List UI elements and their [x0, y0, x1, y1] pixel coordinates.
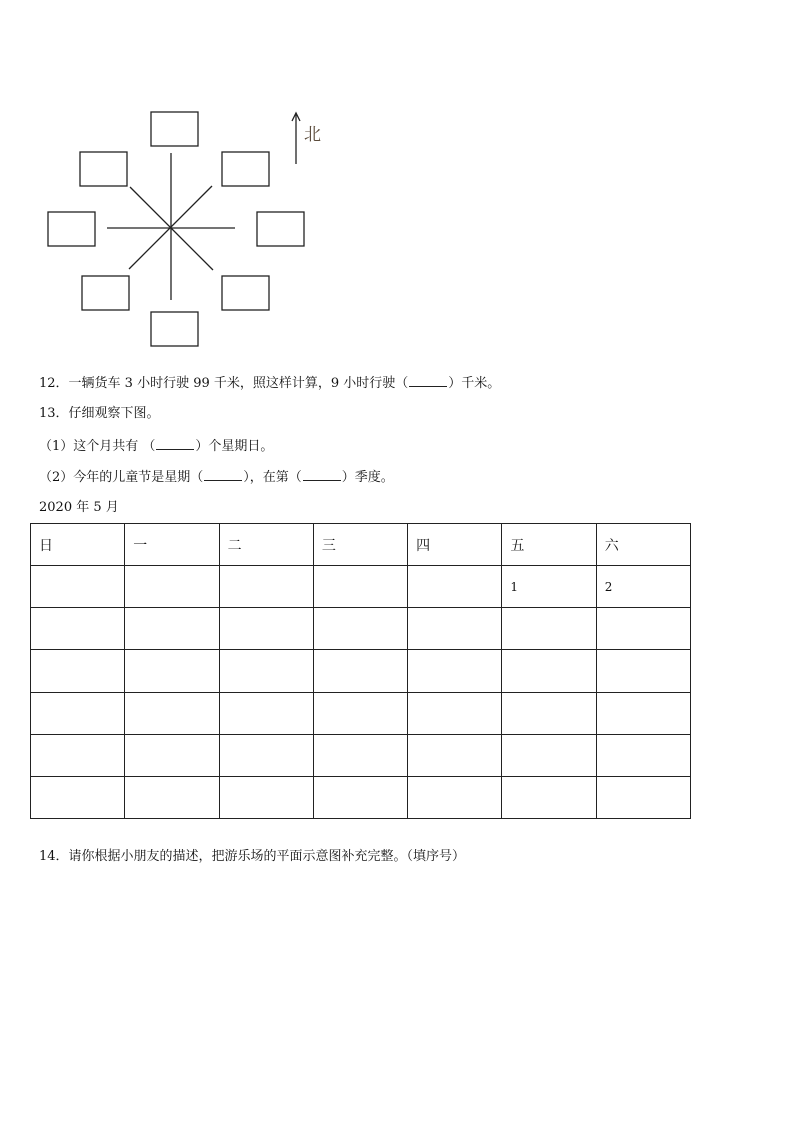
day-cell[interactable] — [125, 650, 219, 692]
day-cell[interactable] — [125, 776, 219, 818]
day-cell[interactable] — [408, 776, 502, 818]
box-southeast — [222, 276, 269, 310]
box-west — [48, 212, 95, 246]
day-cell — [408, 566, 502, 608]
day-cell[interactable] — [125, 734, 219, 776]
answer-blank[interactable] — [409, 374, 447, 387]
box-southwest — [82, 276, 129, 310]
sub-question-text: （1）这个月共有 （ — [39, 439, 156, 454]
day-cell — [313, 566, 407, 608]
day-cell[interactable] — [408, 734, 502, 776]
day-cell[interactable] — [502, 734, 596, 776]
day-cell[interactable] — [219, 776, 313, 818]
answer-blank[interactable] — [303, 468, 341, 481]
calendar-row — [31, 692, 691, 734]
day-cell[interactable] — [219, 692, 313, 734]
question-number: 14 — [39, 849, 56, 864]
calendar-row — [31, 608, 691, 650]
day-cell[interactable] — [125, 692, 219, 734]
day-cell[interactable] — [502, 650, 596, 692]
question-number: 12 — [39, 376, 56, 391]
day-cell[interactable] — [408, 692, 502, 734]
question-13-part-1 — [39, 437, 273, 456]
day-cell[interactable] — [31, 650, 125, 692]
day-cell[interactable] — [313, 650, 407, 692]
day-cell[interactable] — [125, 608, 219, 650]
sub-question-text-mid: ），在第（ — [243, 470, 302, 485]
question-text: ．仔细观察下图。 — [55, 406, 160, 421]
day-cell — [125, 566, 219, 608]
box-northeast — [222, 152, 269, 186]
north-label: 北 — [304, 125, 321, 145]
weekday-header: 六 — [596, 524, 690, 566]
weekday-header: 三 — [313, 524, 407, 566]
direction-diagram — [0, 0, 794, 360]
day-cell[interactable] — [408, 608, 502, 650]
weekday-header: 四 — [408, 524, 502, 566]
day-cell[interactable] — [596, 776, 690, 818]
day-cell: 2 — [596, 566, 690, 608]
day-cell — [219, 566, 313, 608]
weekday-header: 五 — [502, 524, 596, 566]
question-text: ．一辆货车 3 小时行驶 99 千米，照这样计算，9 小时行驶（ — [55, 376, 409, 391]
answer-blank[interactable] — [156, 437, 194, 450]
day-cell[interactable] — [219, 734, 313, 776]
day-cell[interactable] — [31, 692, 125, 734]
calendar-row — [31, 734, 691, 776]
day-cell[interactable] — [31, 734, 125, 776]
day-cell[interactable] — [596, 650, 690, 692]
day-cell[interactable] — [313, 734, 407, 776]
question-14 — [39, 848, 465, 866]
weekday-header: 二 — [219, 524, 313, 566]
day-cell[interactable] — [596, 734, 690, 776]
day-cell[interactable] — [219, 608, 313, 650]
question-12 — [39, 374, 500, 393]
day-cell[interactable] — [313, 692, 407, 734]
box-north — [151, 112, 198, 146]
sub-question-text: （2）今年的儿童节是星期（ — [39, 470, 204, 485]
day-cell[interactable] — [502, 776, 596, 818]
calendar-row — [31, 566, 691, 608]
day-cell: 1 — [502, 566, 596, 608]
day-cell[interactable] — [313, 608, 407, 650]
answer-blank[interactable] — [204, 468, 242, 481]
day-cell — [31, 566, 125, 608]
question-number: 13 — [39, 406, 56, 421]
day-cell[interactable] — [408, 650, 502, 692]
day-cell[interactable] — [313, 776, 407, 818]
calendar-header-row — [31, 524, 691, 566]
box-south — [151, 312, 198, 346]
question-text: ．请你根据小朋友的描述，把游乐场的平面示意图补充完整。（填序号） — [55, 849, 466, 864]
day-cell[interactable] — [219, 650, 313, 692]
weekday-header: 一 — [125, 524, 219, 566]
calendar-caption: 2020 年 5 月 — [39, 500, 119, 515]
sub-question-text-end: ）季度。 — [341, 470, 394, 485]
day-cell[interactable] — [502, 692, 596, 734]
calendar-row — [31, 776, 691, 818]
day-cell[interactable] — [596, 692, 690, 734]
day-cell[interactable] — [31, 776, 125, 818]
question-13-part-2 — [39, 468, 394, 487]
question-13 — [39, 405, 160, 423]
question-text-end: ）千米。 — [448, 376, 501, 391]
day-cell[interactable] — [31, 608, 125, 650]
sub-question-text-end: ）个星期日。 — [195, 439, 274, 454]
box-northwest — [80, 152, 127, 186]
box-east — [257, 212, 304, 246]
weekday-header: 日 — [31, 524, 125, 566]
calendar-row — [31, 650, 691, 692]
day-cell[interactable] — [596, 608, 690, 650]
day-cell[interactable] — [502, 608, 596, 650]
north-arrow-icon — [292, 113, 300, 164]
calendar-table — [30, 523, 691, 819]
